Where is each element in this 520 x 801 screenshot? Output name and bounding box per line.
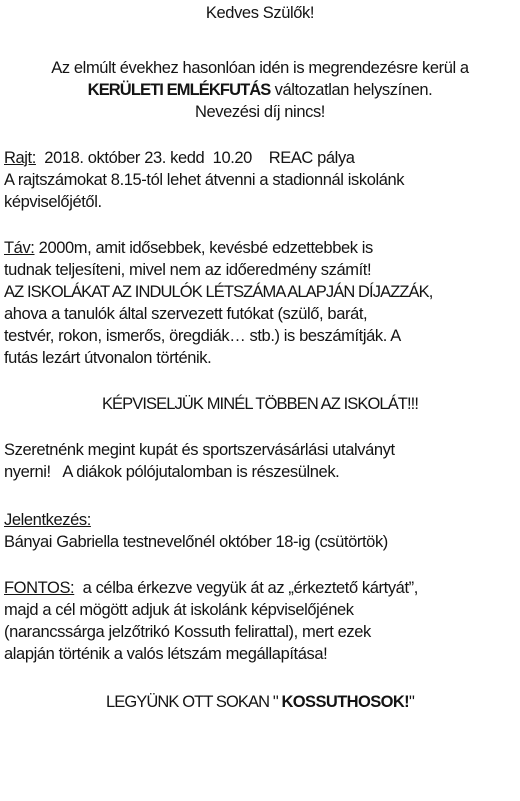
start-section bbox=[4, 147, 516, 213]
closing-callout bbox=[4, 691, 516, 713]
distance-line-2: tudnak teljesíteni, mivel nem az időeredmény számít! bbox=[4, 261, 372, 279]
important-line-1-rest: a célba érkezve vegyük át az „érkeztető kártyát”, bbox=[74, 579, 418, 597]
prize-section bbox=[4, 439, 516, 483]
start-line-2: A rajtszámokat 8.15-tól lehet átvenni a stadionnál iskolánk bbox=[4, 171, 405, 189]
important-section bbox=[4, 577, 516, 665]
spacer bbox=[4, 415, 516, 439]
registration-label: Jelentkezés: bbox=[4, 511, 91, 529]
intro-line-2-rest: változatlan helyszínen. bbox=[270, 81, 433, 99]
important-line-2: majd a cél mögött adjuk át iskolánk képviselőjének bbox=[4, 601, 354, 619]
spacer bbox=[4, 665, 516, 691]
intro-section bbox=[4, 57, 516, 123]
start-line-3: képviselőjétől. bbox=[4, 193, 102, 211]
distance-section bbox=[4, 237, 516, 369]
distance-line-1-rest: 2000m, amit idősebbek, kevésbé edzettebbek is bbox=[34, 239, 373, 257]
prize-line-1: Szeretnénk megint kupát és sportszervásárlási utalványt bbox=[4, 441, 395, 459]
prize-line-2: nyerni! A diákok pólójutalomban is részesülnek. bbox=[4, 463, 340, 481]
important-line-4: alapján történik a valós létszám megállapítása! bbox=[4, 645, 328, 663]
spacer bbox=[4, 24, 516, 46]
spacer bbox=[4, 369, 516, 393]
spacer bbox=[4, 213, 516, 237]
distance-line-3: AZ ISKOLÁKAT AZ INDULÓK LÉTSZÁMA ALAPJÁN DÍJAZZÁK, bbox=[4, 283, 433, 301]
spacer bbox=[4, 553, 516, 577]
registration-section bbox=[4, 509, 516, 553]
start-details: 2018. október 23. kedd 10.20 REAC pálya bbox=[35, 149, 355, 167]
distance-line-5: testvér, rokon, ismerős, öregdiák… stb.) is beszámítják. A bbox=[4, 327, 401, 345]
closing-highlight: KOSSUTHOSOK! bbox=[281, 693, 410, 711]
event-name: KERÜLETI EMLÉKFUTÁS bbox=[87, 81, 271, 99]
important-line-1 bbox=[4, 577, 516, 599]
closing-prefix: LEGYÜNK OTT SOKAN " bbox=[105, 693, 282, 711]
distance-line-6: futás lezárt útvonalon történik. bbox=[4, 349, 212, 367]
closing-suffix: " bbox=[409, 693, 415, 711]
start-line-1 bbox=[4, 147, 516, 169]
represent-callout: KÉPVISELJÜK MINÉL TÖBBEN AZ ISKOLÁT!!! bbox=[101, 395, 419, 413]
important-line-3: (narancssárga jelzőtrikó Kossuth felirattal), mert ezek bbox=[4, 623, 371, 641]
intro-line-1: Az elmúlt évekhez hasonlóan idén is megrendezésre kerül a bbox=[51, 59, 469, 77]
spacer bbox=[4, 123, 516, 147]
greeting: Kedves Szülők! bbox=[205, 4, 315, 22]
spacer bbox=[4, 483, 516, 509]
fee-note: Nevezési díj nincs! bbox=[195, 103, 325, 121]
important-label: FONTOS: bbox=[4, 579, 75, 597]
intro-line-2 bbox=[4, 79, 516, 101]
distance-line-4: ahova a tanulók által szervezett futókat (szülő, barát, bbox=[4, 305, 368, 323]
distance-label: Táv: bbox=[4, 239, 35, 257]
registration-line: Bányai Gabriella testnevelőnél október 18-ig (csütörtök) bbox=[4, 533, 388, 551]
start-label: Rajt: bbox=[4, 149, 36, 167]
distance-line-1 bbox=[4, 237, 516, 259]
